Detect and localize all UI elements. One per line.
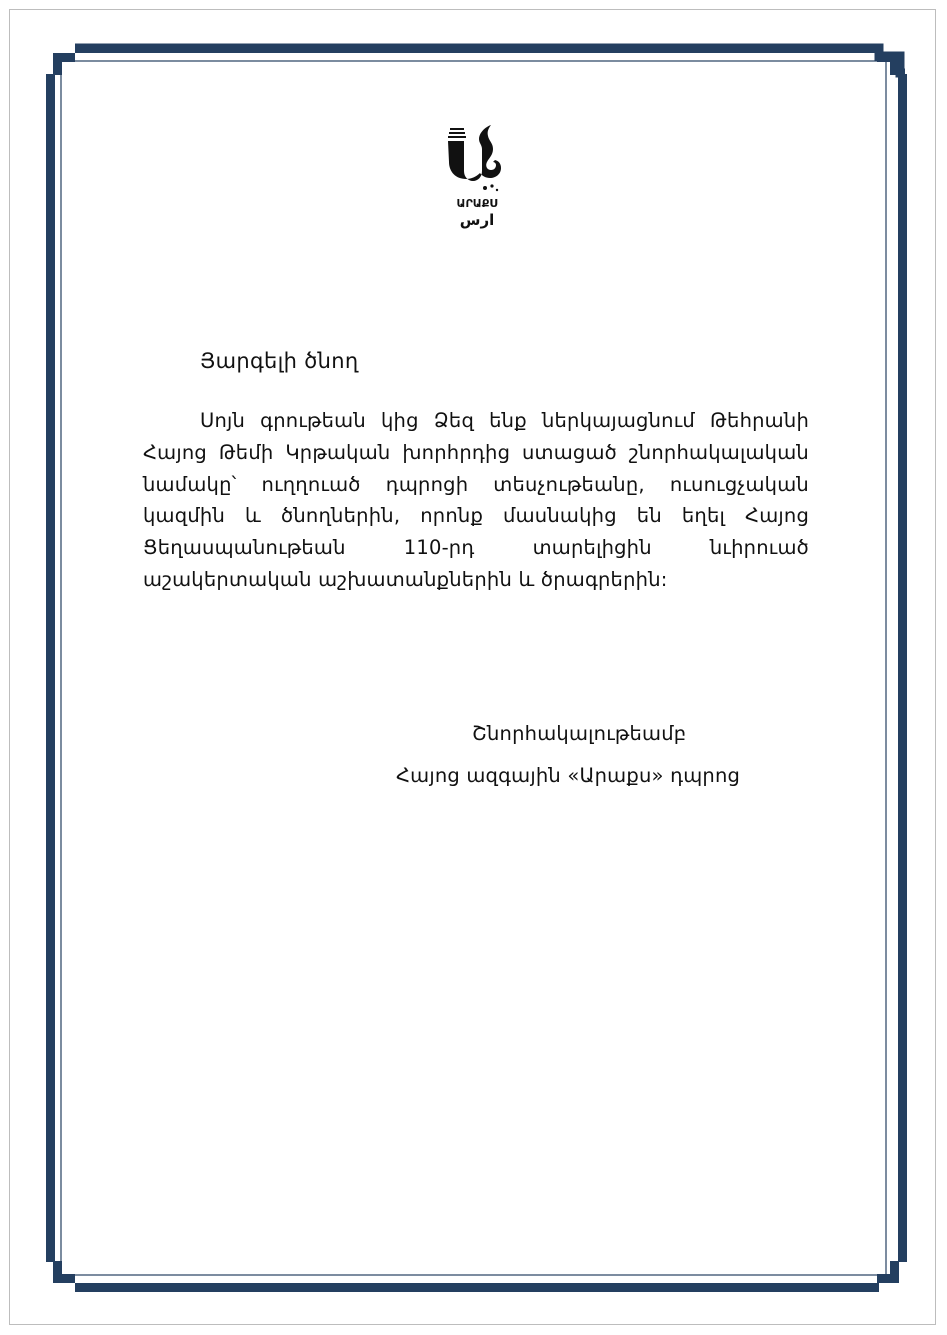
logo-arabic-text: ارس — [459, 211, 495, 229]
logo-latin-text: ԱՐԱՔՍ — [456, 197, 498, 210]
salutation: Յարգելի ծնող — [200, 349, 359, 373]
signature: Հայոց ազգային «Արաքս» դպրոց — [396, 764, 741, 787]
closing: Շնորհակալութեամբ — [472, 722, 687, 745]
araks-school-logo — [445, 122, 509, 232]
letter-body: Սոյն գրութեան կից Ձեզ ենք ներկայացնում Թեհրանի Հայոց Թեմի Կրթական խորհրդից ստացած շնորհակալական նամակը՝ ուղղուած դպրոցի տեսչութեանը, ուսուցչական կազմին և ծնողներին, որոնք մասնակից են եղել Հայոց Ցեղասպանութեան 110-րդ տարելիցին նւիրուած աշակերտական աշխատանքներին և ծրագրերին: — [143, 409, 809, 591]
frame-inner-line — [61, 61, 886, 1275]
